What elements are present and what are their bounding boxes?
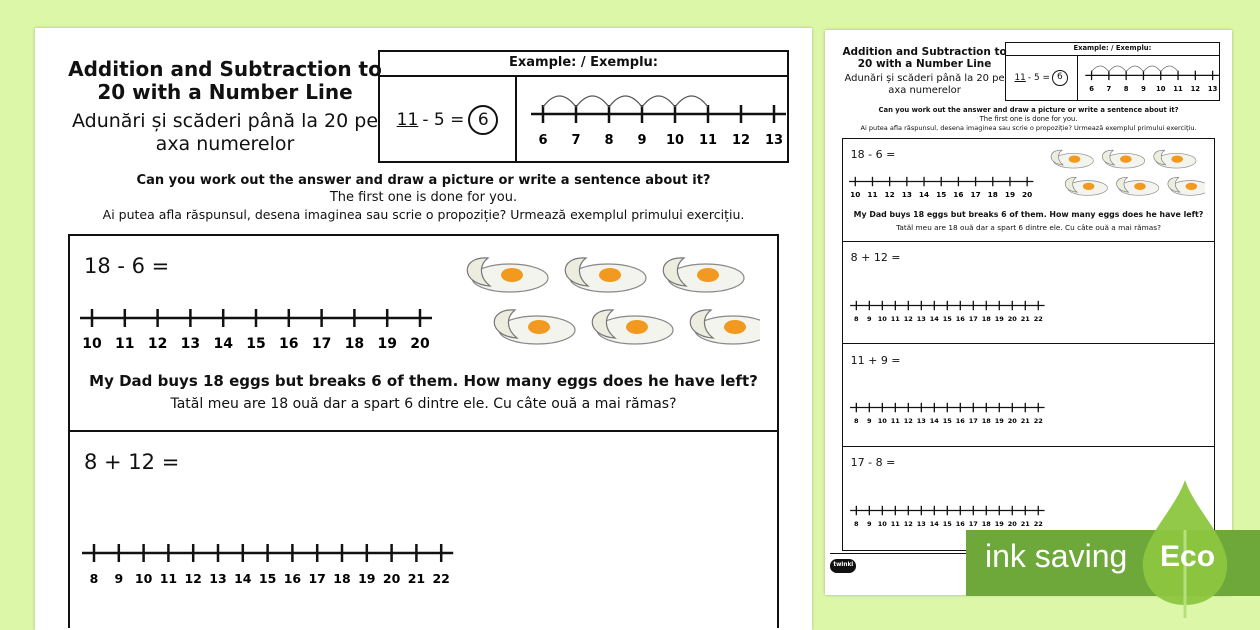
number-line-label: 7 bbox=[1106, 84, 1111, 93]
number-line-label: 11 bbox=[890, 520, 900, 529]
instruction-en-2: The first one is done for you. bbox=[329, 190, 518, 205]
exercise-equation: 11 + 9 = bbox=[850, 353, 901, 367]
number-line bbox=[849, 170, 1048, 207]
exercise-equation: 8 + 12 = bbox=[850, 251, 901, 265]
number-line-label: 19 bbox=[358, 571, 376, 586]
broken-egg-icon bbox=[1117, 178, 1159, 196]
broken-egg-icon bbox=[467, 258, 548, 292]
example-answer: 6 bbox=[468, 105, 498, 135]
title-romanian: Adunări și scăderi până la 20 pe axa numerelor bbox=[71, 110, 379, 155]
ink-saving-text: ink saving bbox=[985, 538, 1128, 574]
jump-arc bbox=[1091, 66, 1108, 72]
number-line-label: 9 bbox=[114, 571, 124, 586]
number-line-label: 9 bbox=[866, 417, 872, 426]
eggs-illustration bbox=[1042, 145, 1204, 197]
worksheet bbox=[35, 28, 812, 630]
number-line-label: 14 bbox=[918, 190, 929, 200]
instruction-ro: Ai putea afla răspunsul, desena imaginea sau scrie o propoziție? Urmează exemplul primului exercițiu. bbox=[860, 123, 1197, 132]
broken-egg-icon bbox=[1154, 150, 1196, 168]
number-line-label: 13 bbox=[180, 336, 201, 352]
example-first-number: 11 bbox=[396, 110, 419, 130]
number-line-label: 18 bbox=[344, 336, 365, 352]
number-line-label: 17 bbox=[311, 336, 332, 352]
worksheet-title bbox=[841, 46, 1009, 97]
jump-arc bbox=[642, 96, 675, 107]
number-line-label: 10 bbox=[877, 520, 887, 529]
example-operation: - 5 = bbox=[1027, 73, 1050, 84]
number-line-label: 11 bbox=[890, 417, 900, 426]
number-line-label: 20 bbox=[1007, 520, 1017, 529]
number-line-label: 8 bbox=[853, 520, 859, 529]
number-line-label: 11 bbox=[1172, 84, 1183, 93]
number-line-label: 11 bbox=[866, 190, 878, 200]
number-line-label: 11 bbox=[890, 314, 900, 323]
story-romanian: Tatăl meu are 18 ouă dar a spart 6 dintre ele. Cu câte ouă a mai rămas? bbox=[170, 396, 677, 412]
broken-egg-icon bbox=[494, 310, 575, 344]
example-number-line bbox=[519, 77, 789, 163]
number-line-label: 15 bbox=[258, 571, 277, 586]
number-line-label: 22 bbox=[1033, 520, 1043, 529]
number-line-label: 11 bbox=[698, 133, 718, 148]
number-line-label: 15 bbox=[935, 190, 946, 200]
number-line bbox=[849, 294, 1059, 331]
number-line-label: 12 bbox=[1190, 84, 1200, 93]
number-line-label: 13 bbox=[916, 314, 926, 323]
number-line-label: 17 bbox=[968, 520, 978, 529]
number-line-label: 15 bbox=[246, 336, 266, 352]
number-line-label: 19 bbox=[994, 520, 1004, 529]
number-line bbox=[80, 296, 460, 366]
number-line-label: 8 bbox=[1123, 84, 1129, 93]
eco-label: Eco bbox=[1160, 540, 1216, 573]
number-line-label: 19 bbox=[377, 336, 397, 352]
jump-arc bbox=[1108, 66, 1125, 72]
example-box bbox=[1005, 42, 1220, 101]
broken-egg-icon bbox=[663, 258, 744, 292]
number-line-label: 10 bbox=[82, 336, 102, 352]
example-equation bbox=[380, 77, 517, 163]
number-line-label: 14 bbox=[929, 314, 939, 323]
number-line-label: 12 bbox=[184, 571, 202, 586]
number-line-label: 12 bbox=[884, 190, 895, 200]
jump-arc bbox=[576, 96, 609, 107]
number-line-label: 7 bbox=[571, 133, 581, 148]
number-line-label: 8 bbox=[604, 133, 614, 148]
number-line-label: 13 bbox=[901, 190, 912, 200]
instruction-en: Can you work out the answer and draw a picture or write a sentence about it? bbox=[136, 173, 711, 188]
number-line-label: 8 bbox=[89, 571, 99, 586]
number-line-label: 12 bbox=[903, 520, 913, 529]
number-line-label: 9 bbox=[866, 314, 872, 323]
example-header: Example: / Exemplu: bbox=[1006, 43, 1219, 56]
number-line-label: 20 bbox=[1021, 190, 1032, 200]
example-header: Example: / Exemplu: bbox=[380, 52, 787, 77]
number-line-label: 15 bbox=[942, 520, 952, 529]
exercise-section bbox=[843, 139, 1214, 242]
number-line bbox=[849, 396, 1059, 433]
number-line-label: 10 bbox=[134, 571, 153, 586]
number-line-label: 22 bbox=[1033, 417, 1043, 426]
number-line-label: 18 bbox=[981, 520, 991, 529]
number-line-label: 10 bbox=[877, 417, 887, 426]
number-line-label: 16 bbox=[952, 190, 964, 200]
number-line-label: 13 bbox=[1207, 84, 1217, 93]
exercise-equation: 17 - 8 = bbox=[850, 456, 896, 470]
number-line-label: 14 bbox=[929, 417, 939, 426]
number-line-label: 20 bbox=[382, 571, 401, 586]
exercise-section bbox=[843, 242, 1214, 345]
jump-arc bbox=[1160, 66, 1177, 72]
eggs-illustration bbox=[450, 248, 760, 348]
exercise-section bbox=[843, 344, 1214, 447]
exercise-section bbox=[70, 432, 777, 628]
number-line-label: 21 bbox=[1020, 520, 1030, 529]
number-line-label: 20 bbox=[1007, 314, 1017, 323]
number-line-label: 8 bbox=[853, 314, 859, 323]
number-line-label: 21 bbox=[407, 571, 426, 586]
number-line-label: 13 bbox=[764, 133, 784, 148]
title-english: Addition and Subtraction to 20 with a Number Line bbox=[842, 45, 1007, 70]
number-line-label: 22 bbox=[432, 571, 450, 586]
worksheet-title bbox=[65, 58, 385, 156]
example-equation bbox=[1006, 56, 1078, 101]
number-line-label: 8 bbox=[853, 417, 859, 426]
number-line-label: 17 bbox=[308, 571, 326, 586]
number-line-label: 10 bbox=[877, 314, 887, 323]
instruction-en-2: The first one is done for you. bbox=[979, 114, 1078, 123]
number-line-label: 6 bbox=[538, 133, 548, 148]
jump-arc bbox=[675, 96, 708, 107]
number-line-label: 21 bbox=[1020, 417, 1030, 426]
twinkl-logo: twinkl bbox=[830, 559, 856, 573]
broken-egg-icon bbox=[1051, 150, 1093, 168]
number-line-label: 15 bbox=[942, 417, 952, 426]
number-line-label: 20 bbox=[1007, 417, 1017, 426]
jump-arc bbox=[543, 96, 576, 107]
example-operation: - 5 = bbox=[422, 110, 465, 130]
instruction-en: Can you work out the answer and draw a picture or write a sentence about it? bbox=[878, 105, 1179, 114]
jump-arc bbox=[609, 96, 642, 107]
title-english: Addition and Subtraction to 20 with a Number Line bbox=[68, 57, 382, 104]
number-line-label: 14 bbox=[213, 336, 233, 352]
number-line-label: 17 bbox=[968, 314, 978, 323]
number-line-label: 12 bbox=[147, 336, 168, 352]
example-box bbox=[378, 50, 789, 163]
number-line-label: 18 bbox=[333, 571, 351, 586]
number-line-label: 12 bbox=[903, 417, 913, 426]
exercise-equation: 8 + 12 = bbox=[84, 450, 180, 474]
number-line-label: 18 bbox=[987, 190, 998, 200]
number-line-label: 6 bbox=[1088, 84, 1094, 93]
number-line-label: 10 bbox=[849, 190, 860, 200]
number-line-label: 16 bbox=[283, 571, 302, 586]
broken-egg-icon bbox=[690, 310, 760, 344]
number-line-label: 13 bbox=[916, 520, 926, 529]
example-first-number: 11 bbox=[1014, 73, 1026, 84]
number-line-label: 16 bbox=[279, 336, 299, 352]
story-romanian: Tatăl meu are 18 ouă dar a spart 6 dintre ele. Cu câte ouă a mai rămas? bbox=[896, 222, 1161, 232]
number-line-label: 16 bbox=[955, 314, 965, 323]
broken-egg-icon bbox=[565, 258, 646, 292]
exercise-section bbox=[70, 236, 777, 432]
number-line-label: 12 bbox=[731, 133, 751, 148]
number-line-label: 9 bbox=[637, 133, 647, 148]
number-line-label: 13 bbox=[209, 571, 227, 586]
number-line-label: 14 bbox=[234, 571, 252, 586]
example-answer: 6 bbox=[1052, 70, 1068, 86]
number-line-label: 14 bbox=[929, 520, 939, 529]
number-line-label: 17 bbox=[970, 190, 981, 200]
number-line-label: 18 bbox=[981, 417, 991, 426]
number-line-label: 9 bbox=[1140, 84, 1146, 93]
number-line-label: 16 bbox=[955, 520, 965, 529]
number-line-label: 11 bbox=[115, 336, 135, 352]
exercise-equation: 18 - 6 = bbox=[850, 148, 896, 162]
story-english: My Dad buys 18 eggs but breaks 6 of them. How many eggs does he have left? bbox=[853, 210, 1204, 220]
number-line-label: 13 bbox=[916, 417, 926, 426]
number-line-label: 11 bbox=[159, 571, 178, 586]
exercise-box bbox=[68, 234, 779, 628]
number-line-label: 19 bbox=[994, 417, 1004, 426]
exercise-equation: 18 - 6 = bbox=[84, 254, 170, 278]
broken-egg-icon bbox=[1103, 150, 1145, 168]
number-line-label: 16 bbox=[955, 417, 965, 426]
number-line-label: 19 bbox=[994, 314, 1004, 323]
number-line-label: 10 bbox=[1155, 84, 1166, 93]
number-line-label: 20 bbox=[410, 336, 430, 352]
number-line-label: 21 bbox=[1020, 314, 1030, 323]
story-english: My Dad buys 18 eggs but breaks 6 of them. How many eggs does he have left? bbox=[89, 372, 758, 390]
number-line-label: 9 bbox=[866, 520, 872, 529]
example-number-line bbox=[1079, 56, 1220, 101]
jump-arc bbox=[1126, 66, 1143, 72]
instruction-ro: Ai putea afla răspunsul, desena imaginea sau scrie o propoziție? Urmează exemplul primului exercițiu. bbox=[102, 207, 745, 222]
number-line-label: 18 bbox=[981, 314, 991, 323]
number-line-label: 19 bbox=[1004, 190, 1015, 200]
broken-egg-icon bbox=[1066, 178, 1108, 196]
number-line-label: 10 bbox=[665, 133, 685, 148]
number-line bbox=[80, 531, 480, 601]
number-line-label: 17 bbox=[968, 417, 978, 426]
number-line-label: 22 bbox=[1033, 314, 1043, 323]
broken-egg-icon bbox=[1168, 178, 1205, 196]
number-line-label: 15 bbox=[942, 314, 952, 323]
worksheet-preview-large bbox=[35, 28, 812, 630]
jump-arc bbox=[1143, 66, 1160, 72]
broken-egg-icon bbox=[592, 310, 673, 344]
number-line-label: 12 bbox=[903, 314, 913, 323]
title-romanian: Adunări și scăderi până la 20 pe axa numerelor bbox=[844, 72, 1005, 96]
